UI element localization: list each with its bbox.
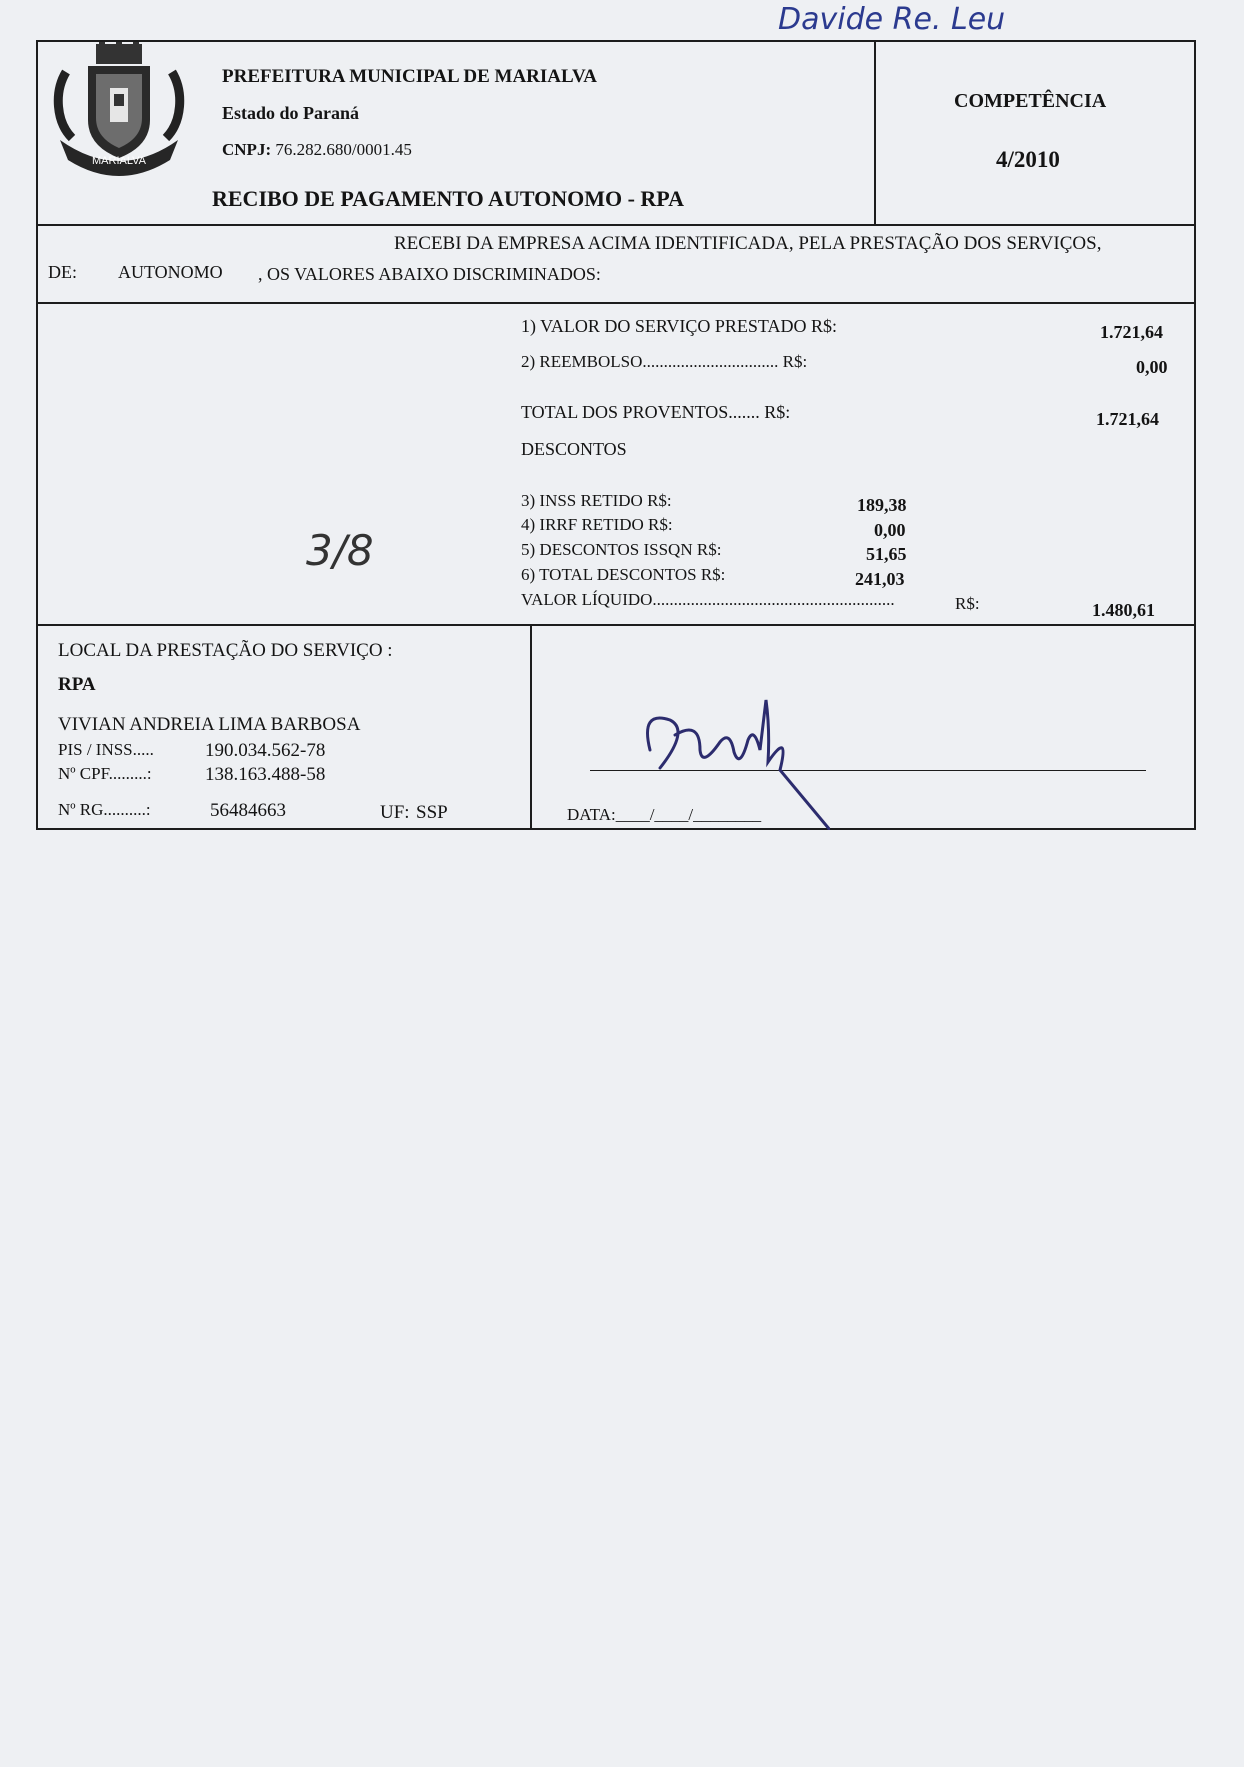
reembolso-value: 0,00 [1136,357,1168,377]
competencia-value: 4/2010 [996,147,1060,172]
pis-value: 190.034.562-78 [205,740,326,761]
header-divider-vertical [874,40,876,226]
liquido-currency: R$: [955,594,980,613]
payee-name: VIVIAN ANDREIA LIMA BARBOSA [58,714,361,735]
total-proventos-value: 1.721,64 [1096,409,1159,429]
issqn-value: 51,65 [866,544,907,564]
cpf-value: 138.163.488-58 [205,764,326,785]
rg-label: Nº RG..........: [58,800,151,819]
handwritten-annotation-top: Davide Re. Leu [778,2,1006,37]
handwritten-page-number: 3/8 [306,526,374,575]
local-label: LOCAL DA PRESTAÇÃO DO SERVIÇO : [58,640,393,661]
servico-label: 1) VALOR DO SERVIÇO PRESTADO R$: [521,316,837,336]
de-label: DE: [48,262,77,282]
local-value: RPA [58,674,96,695]
cnpj-value: 76.282.680/0001.45 [275,140,412,159]
irrf-value: 0,00 [874,520,906,540]
inss-label: 3) INSS RETIDO R$: [521,491,672,510]
bottom-divider-vertical [530,624,532,830]
uf-label: UF: [380,802,410,823]
total-descontos-value: 241,03 [855,569,905,589]
values-divider [36,624,1196,626]
cpf-label: Nº CPF.........: [58,764,152,783]
header-divider-horizontal [36,224,1196,226]
document-title: RECIBO DE PAGAMENTO AUTONOMO - RPA [212,186,685,211]
competencia-label: COMPETÊNCIA [954,90,1107,112]
descontos-heading: DESCONTOS [521,439,627,459]
data-label: DATA:____/____/________ [567,805,762,824]
servico-value: 1.721,64 [1100,322,1163,342]
statement-line-2: , OS VALORES ABAIXO DISCRIMINADOS: [258,264,601,284]
total-proventos-label: TOTAL DOS PROVENTOS....... R$: [521,402,791,422]
liquido-label: VALOR LÍQUIDO......................................................... [521,590,895,609]
de-value: AUTONOMO [118,262,223,282]
cnpj [222,140,412,160]
municipal-seal-icon [52,42,186,176]
seal-banner-text: MARIALVA [92,155,146,167]
liquido-value: 1.480,61 [1092,600,1155,620]
irrf-label: 4) IRRF RETIDO R$: [521,515,673,534]
inss-value: 189,38 [857,495,907,515]
pis-label: PIS / INSS..... [58,740,154,759]
uf-value: SSP [416,802,448,823]
statement-divider [36,302,1196,304]
total-descontos-label: 6) TOTAL DESCONTOS R$: [521,565,726,584]
rg-value: 56484663 [210,800,286,821]
state-name: Estado do Paraná [222,103,360,123]
issqn-label: 5) DESCONTOS ISSQN R$: [521,540,722,559]
cnpj-label: CNPJ: [222,140,272,159]
reembolso-label: 2) REEMBOLSO................................ R$: [521,352,808,371]
org-name: PREFEITURA MUNICIPAL DE MARIALVA [222,66,597,87]
statement-line-1: RECEBI DA EMPRESA ACIMA IDENTIFICADA, PELA PRESTAÇÃO DOS SERVIÇOS, [394,233,1102,254]
